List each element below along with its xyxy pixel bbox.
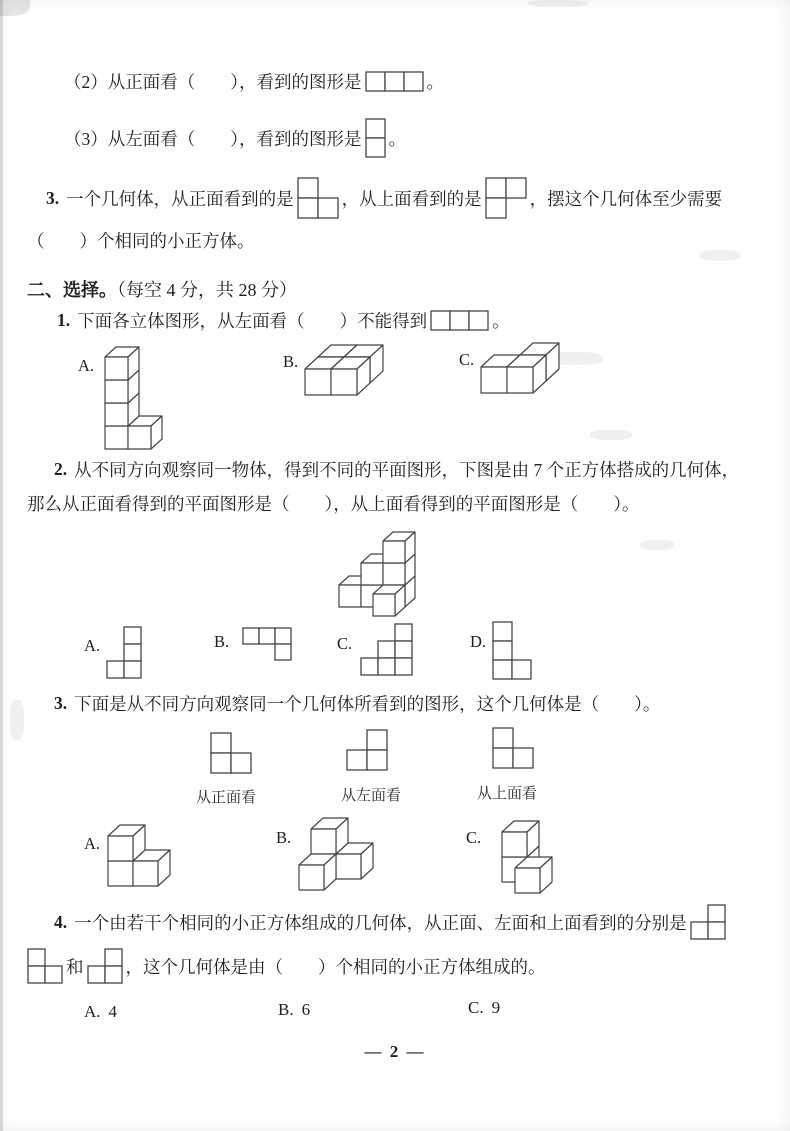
figure-q3-option-c-cubes: [489, 820, 553, 894]
figure-q3-option-a-cubes: [107, 824, 171, 887]
question-2-text1: 从不同方向观察同一物体，得到不同的平面图形，下图是由 7 个正方体搭成的几何体，: [74, 459, 740, 480]
figure-q1-option-c-cubes: [480, 342, 560, 394]
figure-q1-option-b-cubes: [304, 344, 384, 396]
figure-q3-top-view: [492, 727, 534, 769]
question-3-line: [54, 690, 660, 716]
question-number: 1.: [57, 309, 71, 330]
answer-c-value: 9: [491, 998, 501, 1017]
option-d-label: D.: [470, 632, 487, 651]
question-3-text1: 一个几何体，从正面看到的是: [66, 188, 294, 209]
section-2-header: [27, 276, 297, 302]
question-2-text2: 那么从正面看得到的平面图形是（ ），从上面看得到的平面图形是（ ）。: [27, 493, 640, 514]
question-2-line2: [27, 490, 640, 516]
figure-row-of-3-squares: [430, 310, 489, 331]
scan-artifact: [528, 0, 588, 7]
section-2-points-note: （每空 4 分，共 28 分）: [117, 280, 297, 300]
answer-c-label: C.: [468, 998, 484, 1017]
answer-b-value: 6: [301, 1000, 311, 1019]
period: 。: [388, 128, 406, 149]
option-c-label: C.: [337, 634, 353, 653]
question-4-line1: [54, 898, 726, 946]
answer-option-c: [468, 998, 500, 1018]
question-number: 4.: [54, 911, 68, 932]
question-1-text: 下面各立体图形，从左面看（ ）不能得到: [77, 310, 428, 331]
question-3-text3: ，摆这个几何体至少需要: [529, 188, 723, 209]
option-a-label: A.: [84, 834, 101, 853]
option-c-label: C.: [466, 828, 482, 847]
figure-front-view-L-shape: [297, 177, 339, 219]
view-label-top: 从上面看: [477, 786, 538, 802]
answer-a-label: A.: [84, 1002, 101, 1021]
scan-artifact: [0, 0, 30, 16]
answer-a-value: 4: [108, 1002, 118, 1021]
figure-q1-option-a-cubes: [104, 346, 163, 450]
figure-q4-front-view: [690, 904, 726, 940]
question-number: 3.: [46, 187, 60, 208]
scan-artifact: [640, 540, 674, 550]
period: 。: [492, 310, 510, 331]
answer-option-b: [278, 1000, 310, 1020]
question-number: 3.: [54, 692, 68, 713]
question-3-text2: ，从上面看到的是: [341, 188, 482, 209]
question-3-line2: [27, 228, 255, 252]
question-2-line1: [54, 456, 739, 482]
section-2-title: 二、选择。: [27, 280, 117, 300]
option-c-label: C.: [459, 350, 475, 369]
option-a-label: A.: [78, 356, 95, 375]
figure-q2-option-c-shape: [360, 623, 413, 676]
figure-q2-option-d-shape: [492, 621, 532, 680]
scan-artifact: [700, 250, 740, 261]
figure-q3-left-view: [346, 729, 388, 771]
question-4-text2: 和: [66, 956, 84, 977]
page-number: — 2 —: [364, 1042, 426, 1061]
question-4-text3: ，这个几何体是由（ ）个相同的小正方体组成的。: [125, 956, 546, 977]
question-3-text: 下面是从不同方向观察同一个几何体所看到的图形，这个几何体是（ ）。: [74, 693, 661, 714]
question-1-3-text: （3）从左面看（ ），看到的图形是: [64, 128, 362, 149]
question-1-3-line: [64, 116, 406, 160]
figure-top-view-shape: [485, 177, 527, 219]
scan-artifact: [10, 700, 24, 740]
figure-q2-seven-cube-solid: [328, 531, 416, 617]
figure-q3-front-view: [210, 732, 252, 774]
figure-q4-top-view: [87, 948, 123, 984]
question-3-line1: [46, 174, 722, 222]
figure-row-of-3-squares: [365, 71, 424, 92]
answer-b-label: B.: [278, 1000, 294, 1019]
figure-q4-left-view: [27, 948, 63, 984]
question-1-2-text: （2）从正面看（ ），看到的图形是: [64, 71, 362, 92]
scan-artifact: [590, 430, 632, 440]
scan-edge-shadow: [0, 0, 3, 1131]
question-number: 2.: [54, 458, 68, 479]
figure-column-of-2-squares: [365, 118, 386, 158]
option-b-label: B.: [214, 632, 230, 651]
view-label-front: 从正面看: [196, 790, 257, 806]
option-a-label: A.: [84, 636, 101, 655]
question-4-text1: 一个由若干个相同的小正方体组成的几何体，从正面、左面和上面看到的分别是: [74, 912, 687, 933]
view-label-left: 从左面看: [341, 788, 402, 804]
period: 。: [426, 71, 444, 92]
question-4-line2: [27, 942, 546, 990]
figure-q3-option-b-cubes: [298, 817, 374, 891]
figure-q2-option-b-shape: [242, 627, 292, 661]
option-b-label: B.: [283, 352, 299, 371]
option-b-label: B.: [276, 828, 292, 847]
question-1-2-line: [64, 64, 444, 98]
question-1-line: [57, 304, 510, 336]
figure-q2-option-a-shape: [106, 626, 142, 679]
answer-option-a: [84, 1002, 117, 1022]
question-3-blank: （ ）个相同的小正方体。: [27, 230, 255, 251]
